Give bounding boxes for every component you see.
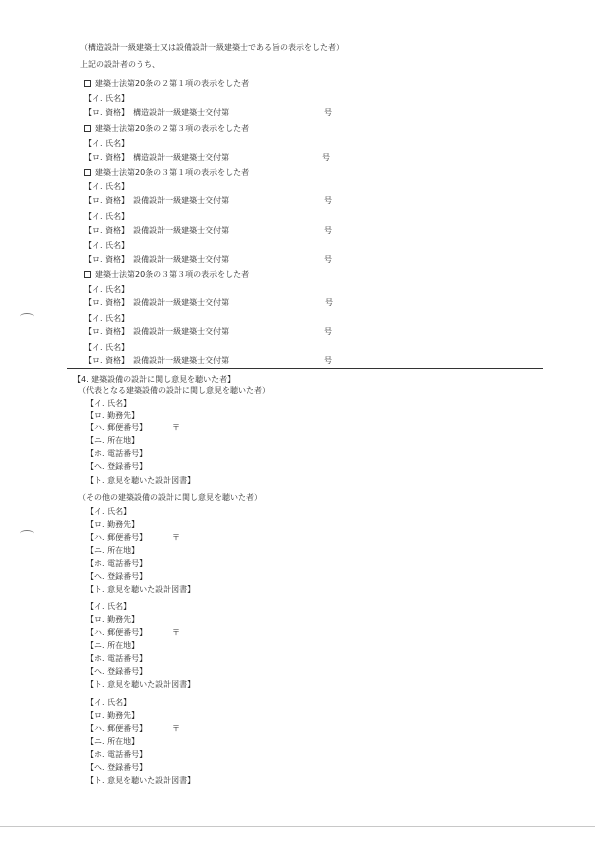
- postal-mark: 〒: [172, 628, 180, 637]
- gou-label: 号: [324, 226, 332, 235]
- group-heading: [84, 168, 249, 178]
- section-title: （構造設計一級建築士又は設備設計一級建築士である旨の表示をした者）: [80, 43, 344, 52]
- name-field: 【イ. 氏名】: [84, 182, 130, 191]
- field-workplace: 【ロ. 勤務先】: [86, 711, 140, 720]
- cert-field: 【ロ. 資格】 構造設計一級建築士交付第: [84, 108, 230, 117]
- other-subheading: （その他の建築設備の設計に関し意見を聴いた者）: [78, 493, 262, 502]
- field-workplace: 【ロ. 勤務先】: [86, 615, 140, 624]
- field-address: 【ニ. 所在地】: [86, 546, 140, 555]
- cert-field: 【ロ. 資格】 設備設計一級建築士交付第: [84, 255, 230, 264]
- name-field: 【イ. 氏名】: [84, 139, 130, 148]
- field-registration: 【ヘ. 登録番号】: [86, 763, 148, 772]
- group-heading-text: 建築士法第20条の３第１項の表示をした者: [95, 168, 250, 177]
- cert-field: 【ロ. 資格】 設備設計一級建築士交付第: [84, 196, 230, 205]
- group-heading: [84, 270, 249, 280]
- field-address: 【ニ. 所在地】: [86, 436, 140, 445]
- field-phone: 【ホ. 電話番号】: [86, 654, 148, 663]
- group-heading: [84, 124, 249, 134]
- name-field: 【イ. 氏名】: [84, 241, 130, 250]
- group-heading-text: 建築士法第20条の３第３項の表示をした者: [95, 270, 250, 279]
- punch-hole-mark: [20, 313, 34, 320]
- field-name: 【イ. 氏名】: [86, 507, 132, 516]
- field-documents: 【ト. 意見を聴いた設計図書】: [86, 680, 196, 689]
- punch-hole-mark: [20, 530, 34, 537]
- field-name: 【イ. 氏名】: [86, 602, 132, 611]
- field-phone: 【ホ. 電話番号】: [86, 750, 148, 759]
- group-heading: [84, 79, 249, 89]
- field-postal: 【ハ. 郵便番号】: [86, 628, 148, 637]
- checkbox[interactable]: [84, 125, 91, 132]
- gou-label: 号: [324, 255, 332, 264]
- gou-label: 号: [324, 108, 332, 117]
- postal-mark: 〒: [172, 423, 180, 432]
- name-field: 【イ. 氏名】: [84, 285, 130, 294]
- cert-field: 【ロ. 資格】 設備設計一級建築士交付第: [84, 298, 230, 307]
- group-heading-text: 建築士法第20条の２第３項の表示をした者: [95, 124, 250, 133]
- name-field: 【イ. 氏名】: [84, 314, 130, 323]
- field-address: 【ニ. 所在地】: [86, 737, 140, 746]
- field-documents: 【ト. 意見を聴いた設計図書】: [86, 776, 196, 785]
- name-field: 【イ. 氏名】: [84, 343, 130, 352]
- gou-label: 号: [325, 298, 333, 307]
- group-heading-text: 建築士法第20条の２第１項の表示をした者: [95, 79, 250, 88]
- intro-text: 上記の設計者のうち、: [80, 60, 160, 69]
- cert-field: 【ロ. 資格】 設備設計一級建築士交付第: [84, 226, 230, 235]
- name-field: 【イ. 氏名】: [84, 94, 130, 103]
- field-documents: 【ト. 意見を聴いた設計図書】: [86, 476, 196, 485]
- field-postal: 【ハ. 郵便番号】: [86, 423, 148, 432]
- gou-label: 号: [324, 327, 332, 336]
- field-name: 【イ. 氏名】: [86, 698, 132, 707]
- name-field: 【イ. 氏名】: [84, 212, 130, 221]
- gou-label: 号: [324, 196, 332, 205]
- checkbox[interactable]: [84, 271, 91, 278]
- field-phone: 【ホ. 電話番号】: [86, 559, 148, 568]
- field-postal: 【ハ. 郵便番号】: [86, 533, 148, 542]
- rep-subheading: （代表となる建築設備の設計に関し意見を聴いた者）: [78, 386, 270, 395]
- page-bottom-edge: [0, 826, 595, 827]
- cert-field: 【ロ. 資格】 設備設計一級建築士交付第: [84, 327, 230, 336]
- field-registration: 【ヘ. 登録番号】: [86, 462, 148, 471]
- cert-field: 【ロ. 資格】 構造設計一級建築士交付第: [84, 153, 230, 162]
- field-phone: 【ホ. 電話番号】: [86, 449, 148, 458]
- cert-field: 【ロ. 資格】 設備設計一級建築士交付第: [84, 356, 230, 365]
- field-registration: 【ヘ. 登録番号】: [86, 572, 148, 581]
- postal-mark: 〒: [172, 533, 180, 542]
- gou-label: 号: [324, 356, 332, 365]
- field-workplace: 【ロ. 勤務先】: [86, 520, 140, 529]
- field-registration: 【ヘ. 登録番号】: [86, 667, 148, 676]
- field-address: 【ニ. 所在地】: [86, 641, 140, 650]
- field-name: 【イ. 氏名】: [86, 399, 132, 408]
- field-workplace: 【ロ. 勤務先】: [86, 411, 140, 420]
- field-documents: 【ト. 意見を聴いた設計図書】: [86, 585, 196, 594]
- checkbox[interactable]: [84, 169, 91, 176]
- checkbox[interactable]: [84, 80, 91, 87]
- postal-mark: 〒: [172, 724, 180, 733]
- section-divider: [67, 368, 543, 369]
- field-postal: 【ハ. 郵便番号】: [86, 724, 148, 733]
- section-4-heading: 【4. 建築設備の設計に関し意見を聴いた者】: [73, 375, 236, 384]
- gou-label: 号: [322, 153, 330, 162]
